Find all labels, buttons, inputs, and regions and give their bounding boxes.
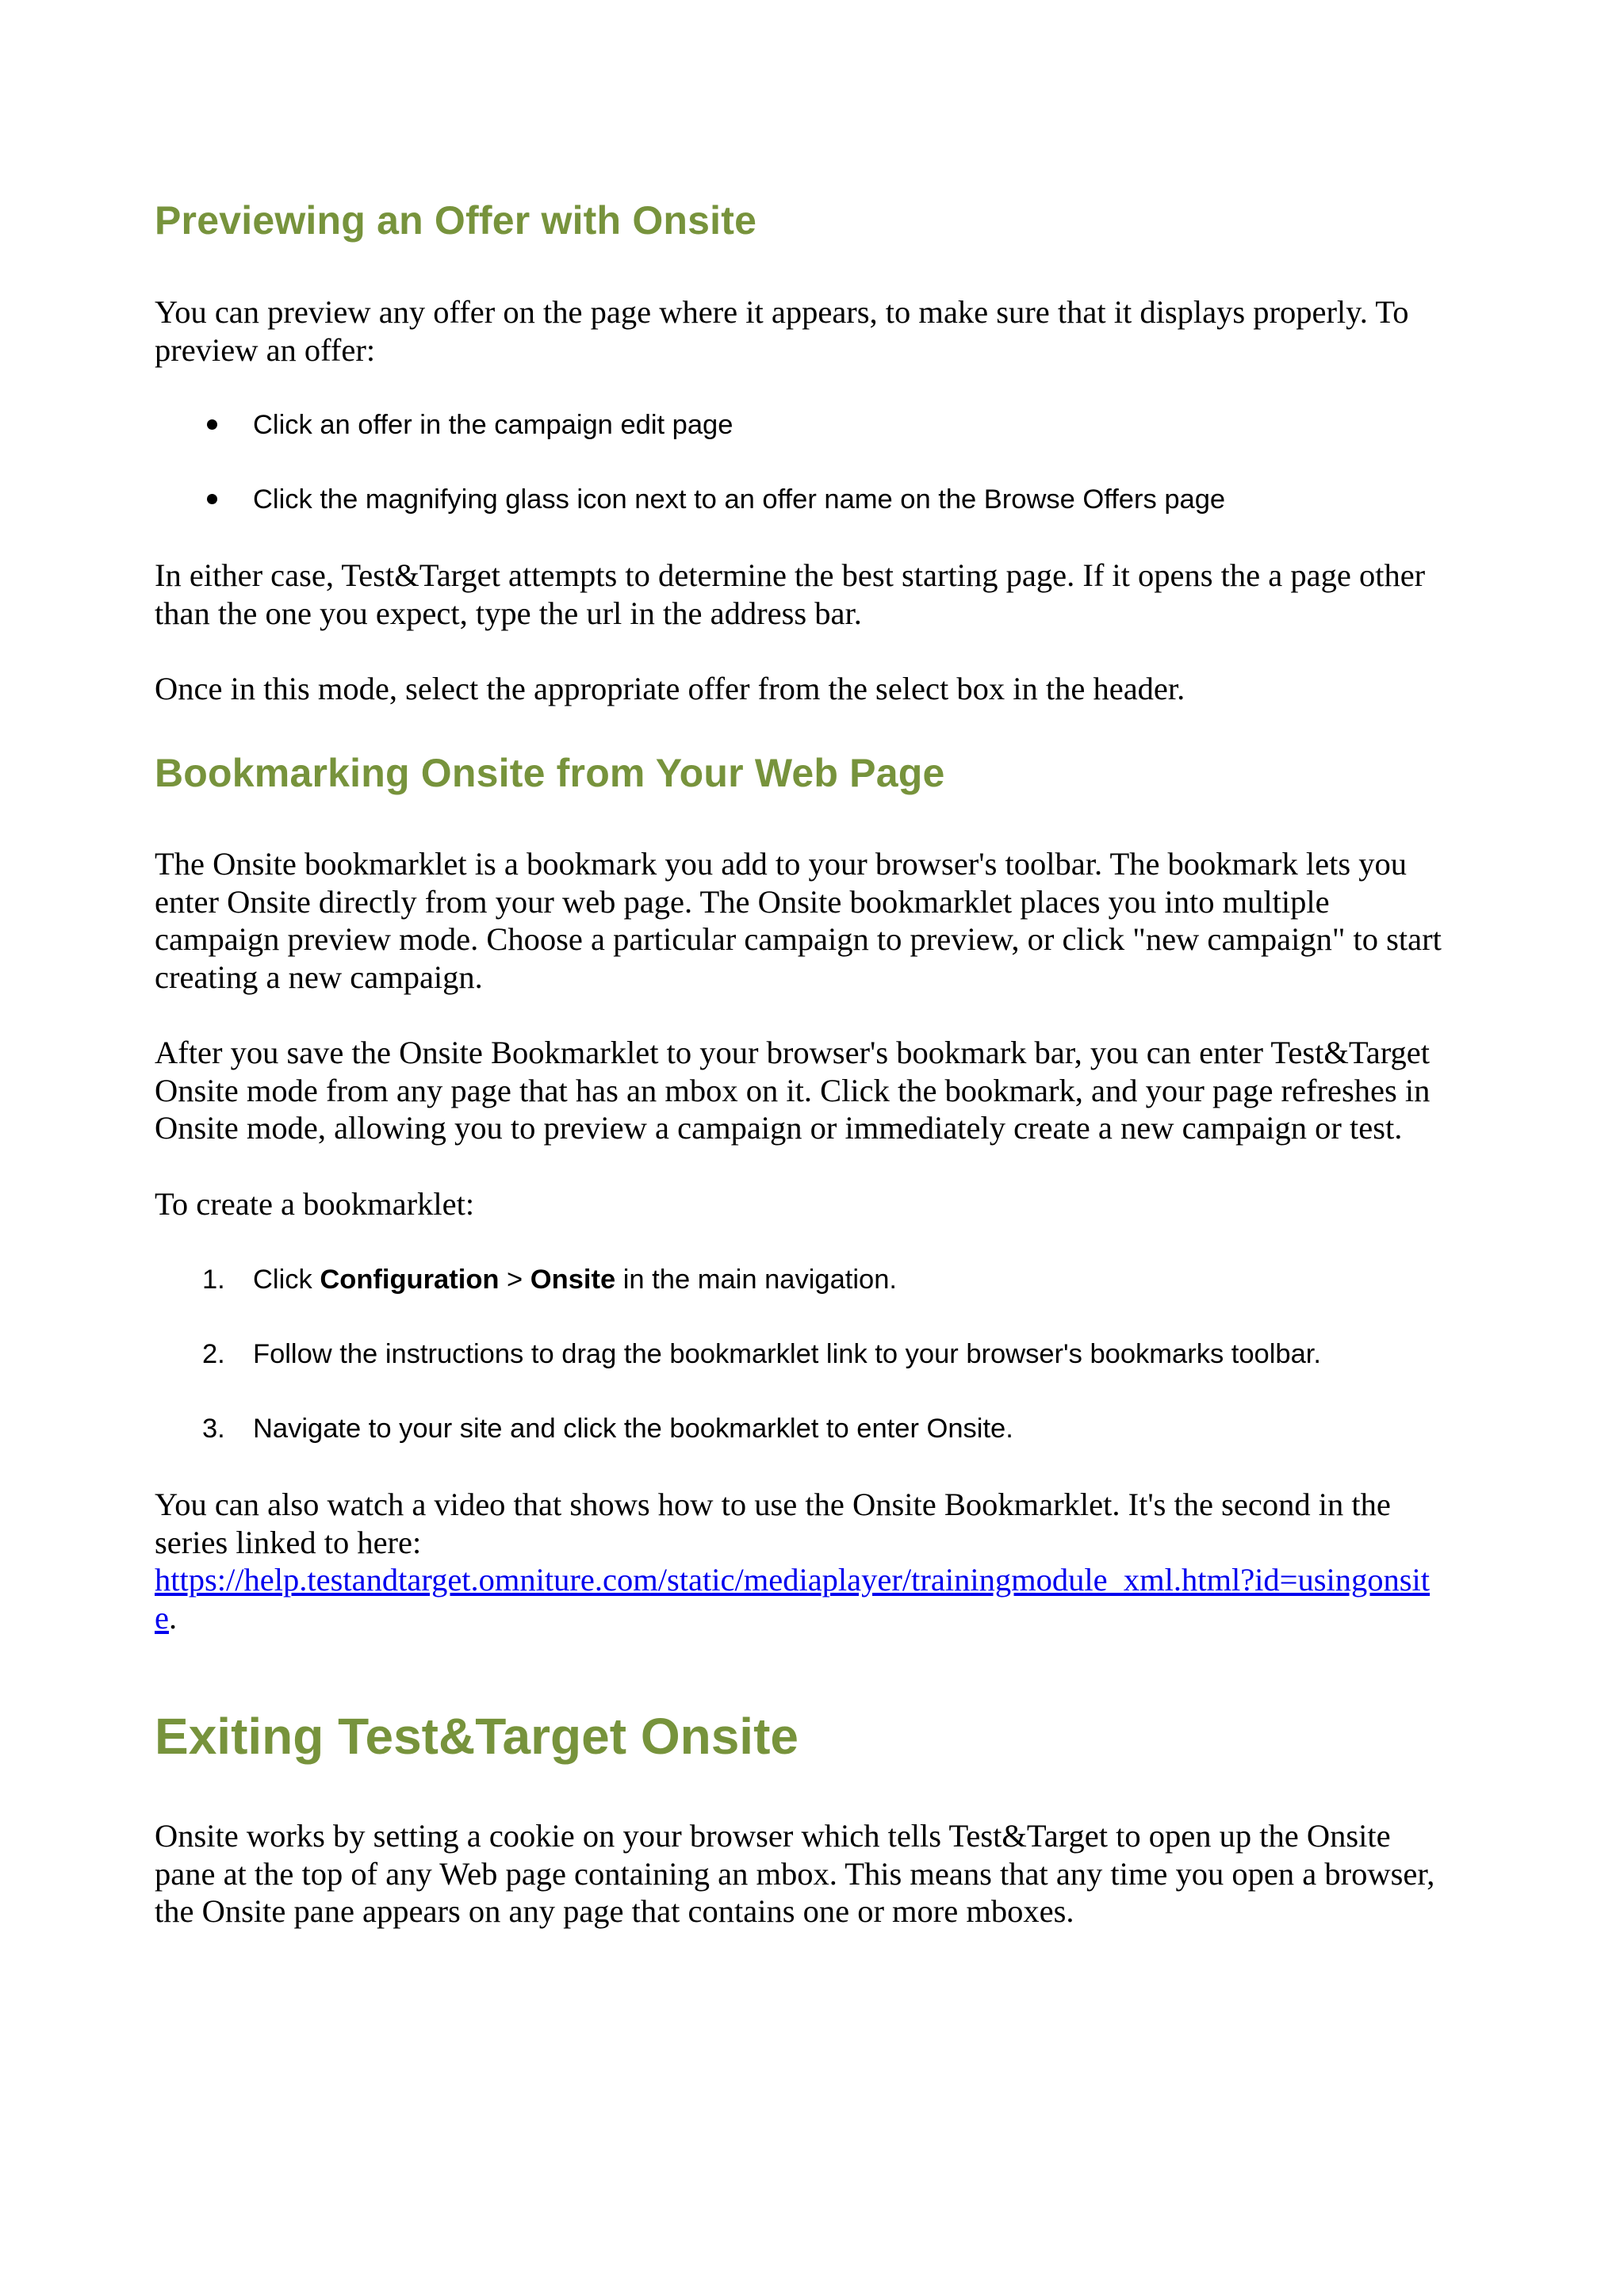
paragraph-line [155,1599,1475,1637]
paragraph-once-in-mode: Once in this mode, select the appropriate offer from the select box in the header. [155,671,1185,706]
paragraph-line: creating a new campaign. [155,959,483,995]
paragraph-line: Onsite works by setting a cookie on your browser which tells Test&Target to open up the Onsite [155,1818,1391,1854]
training-video-link-continued[interactable]: e [155,1599,169,1636]
paragraph-line: the Onsite pane appears on any page that contains one or more mboxes. [155,1893,1074,1929]
step-text: Follow the instructions to drag the bookmarklet link to your browser's bookmarks toolbar. [253,1339,1321,1369]
paragraph-bookmarklet-intro [155,845,1475,996]
intro-line-1: You can preview any offer on the page where it appears, to make sure that it displays properly. To [155,294,1409,330]
paragraph-line: campaign preview mode. Choose a particular campaign to preview, or click "new campaign" to start [155,921,1442,957]
paragraph-line: In either case, Test&Target attempts to determine the best starting page. If it opens the a page other [155,557,1426,593]
step-number: 2. [202,1339,225,1369]
step-text-part: Click [253,1265,320,1295]
step-text-part: > [499,1265,530,1295]
nav-configuration: Configuration [320,1265,500,1295]
bullet-item-1 [155,408,1475,442]
intro-line-2: preview an offer: [155,331,376,368]
link-trailing-period: . [168,1599,178,1636]
step-number: 3. [202,1414,225,1444]
paragraph-after-save [155,1034,1475,1147]
step-item-2 [155,1337,1475,1372]
paragraph-watch-video [155,1486,1475,1636]
paragraph-line: The Onsite bookmarklet is a bookmark you add to your browser's toolbar. The bookmark lets you [155,846,1408,882]
bullet-marker [207,494,217,504]
paragraph-line: Onsite mode, allowing you to preview a campaign or immediately create a new campaign or test. [155,1110,1403,1146]
paragraph-line [155,1561,1475,1599]
bullet-marker [207,419,217,430]
paragraph-line: After you save the Onsite Bookmarklet to your browser's bookmark bar, you can enter Test&Target [155,1035,1430,1070]
step-text-part: in the main navigation. [615,1265,897,1295]
step-number: 1. [202,1265,225,1295]
nav-onsite: Onsite [530,1265,616,1295]
paragraph-line: than the one you expect, type the url in the address bar. [155,595,862,631]
heading-exiting-onsite: Exiting Test&Target Onsite [155,1708,799,1765]
step-item-3 [155,1411,1475,1446]
bullet-text: Click an offer in the campaign edit page [253,410,733,440]
bullet-text: Click the magnifying glass icon next to an offer name on the Browse Offers page [253,484,1226,515]
paragraph-line: Onsite mode from any page that has an mbox on it. Click the bookmark, and your page refreshes in [155,1072,1431,1108]
paragraph-line: You can also watch a video that shows how to use the Onsite Bookmarklet. It's the second in the [155,1487,1391,1522]
step-text [253,1262,897,1297]
paragraph-line: pane at the top of any Web page containing an mbox. This means that any time you open a browser, [155,1855,1435,1892]
intro-paragraph [155,293,1475,369]
paragraph-line: enter Onsite directly from your web page. The Onsite bookmarklet places you into multiple [155,883,1330,920]
paragraph-either-case [155,557,1475,632]
paragraph-line: series linked to here: [155,1524,422,1560]
heading-previewing-offer: Previewing an Offer with Onsite [155,198,757,243]
heading-bookmarking-onsite: Bookmarking Onsite from Your Web Page [155,751,945,795]
step-text: Navigate to your site and click the bookmarklet to enter Onsite. [253,1414,1013,1444]
bullet-item-2 [155,482,1475,517]
training-video-link[interactable]: https://help.testandtarget.omniture.com/static/mediaplayer/trainingmodule_xml.html?id=usingonsit [155,1562,1431,1598]
paragraph-exiting-onsite [155,1817,1475,1931]
step-item-1 [155,1262,1475,1297]
paragraph-to-create: To create a bookmarklet: [155,1186,475,1222]
